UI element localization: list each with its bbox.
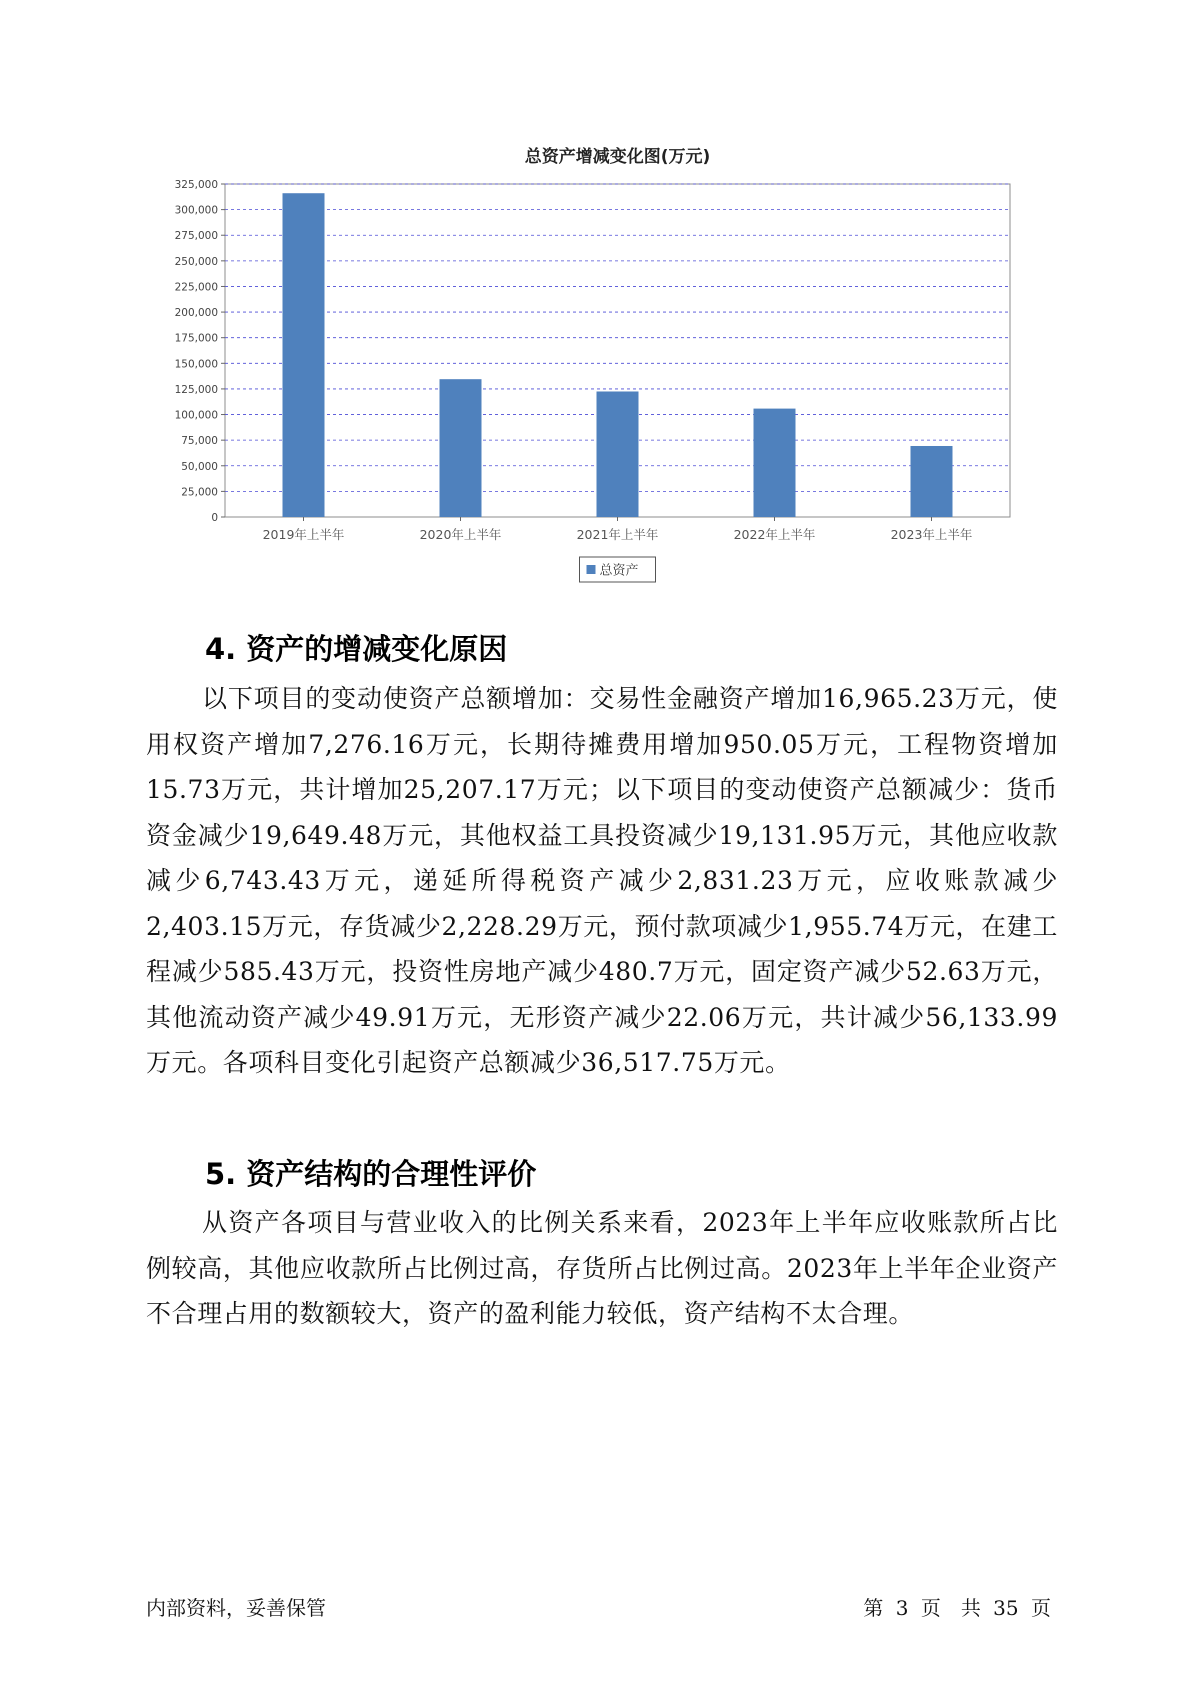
footer-page-number: 第 3 页 共 35 页 <box>863 1596 1051 1620</box>
x-tick-label: 2022年上半年 <box>733 527 816 542</box>
bar <box>911 446 953 517</box>
x-tick-label: 2023年上半年 <box>890 527 973 542</box>
y-tick-label: 100,000 <box>174 409 218 422</box>
total-assets-chart <box>0 0 1191 600</box>
y-tick-label: 0 <box>211 512 218 524</box>
legend-label: 总资产 <box>599 563 639 579</box>
y-tick-label: 225,000 <box>174 281 218 294</box>
y-tick-label: 125,000 <box>174 383 218 396</box>
y-tick-label: 75,000 <box>181 435 218 448</box>
y-tick-label: 50,000 <box>181 460 218 473</box>
legend-swatch <box>587 565 596 574</box>
bar <box>283 193 325 517</box>
paragraph-asset-structure-evaluation: 从资产各项目与营业收入的比例关系来看，2023年上半年应收账款所占比例较高，其他应收款所占比例过高，存货所占比例过高。2023年上半年企业资产不合理占用的数额较大，资产的盈利能力较低，资产结构不太合理。 <box>146 1208 1058 1328</box>
paragraph-asset-change-reasons: 以下项目的变动使资产总额增加：交易性金融资产增加16,965.23万元，使用权资产增加7,276.16万元，长期待摊费用增加950.05万元，工程物资增加15.73万元，共计增加25,207.17万元；以下项目的变动使资产总额减少：货币资金减少19,649.48万元，其他权益工具投资减少19,131.95万元，其他应收款减少6,743.43万元，递延所得税资产减少2,831.23万元，应收账款减少2,403.15万元，存货减少2,228.29万元，预付款项减少1,955.74万元，在建工程减少585.43万元，投资性房地产减少480.7万元，固定资产减少52.63万元，其他流动资产减少49.91万元，无形资产减少22.06万元，共计减少56,133.99万元。各项科目变化引起资产总额减少36,517.75万元。 <box>146 684 1058 1077</box>
chart-svg <box>0 0 1191 600</box>
y-tick-label: 300,000 <box>174 204 218 217</box>
y-tick-label: 200,000 <box>174 307 218 320</box>
footer-confidential-note: 内部资料，妥善保管 <box>146 1596 326 1620</box>
x-tick-label: 2020年上半年 <box>419 527 502 542</box>
y-tick-label: 175,000 <box>174 332 218 345</box>
bar <box>597 391 639 517</box>
y-tick-label: 325,000 <box>174 179 218 191</box>
chart-title: 总资产增减变化图(万元) <box>524 147 711 167</box>
y-tick-label: 250,000 <box>174 255 218 268</box>
section-heading-asset-structure-evaluation: 5. 资产结构的合理性评价 <box>205 1157 537 1191</box>
y-tick-label: 275,000 <box>174 230 218 243</box>
section-heading-asset-change-reasons: 4. 资产的增减变化原因 <box>205 632 508 666</box>
x-tick-label: 2019年上半年 <box>262 527 345 542</box>
bar <box>754 409 796 517</box>
y-tick-label: 150,000 <box>174 358 218 371</box>
x-tick-label: 2021年上半年 <box>576 527 659 542</box>
y-tick-label: 25,000 <box>181 486 218 499</box>
bar <box>440 379 482 517</box>
